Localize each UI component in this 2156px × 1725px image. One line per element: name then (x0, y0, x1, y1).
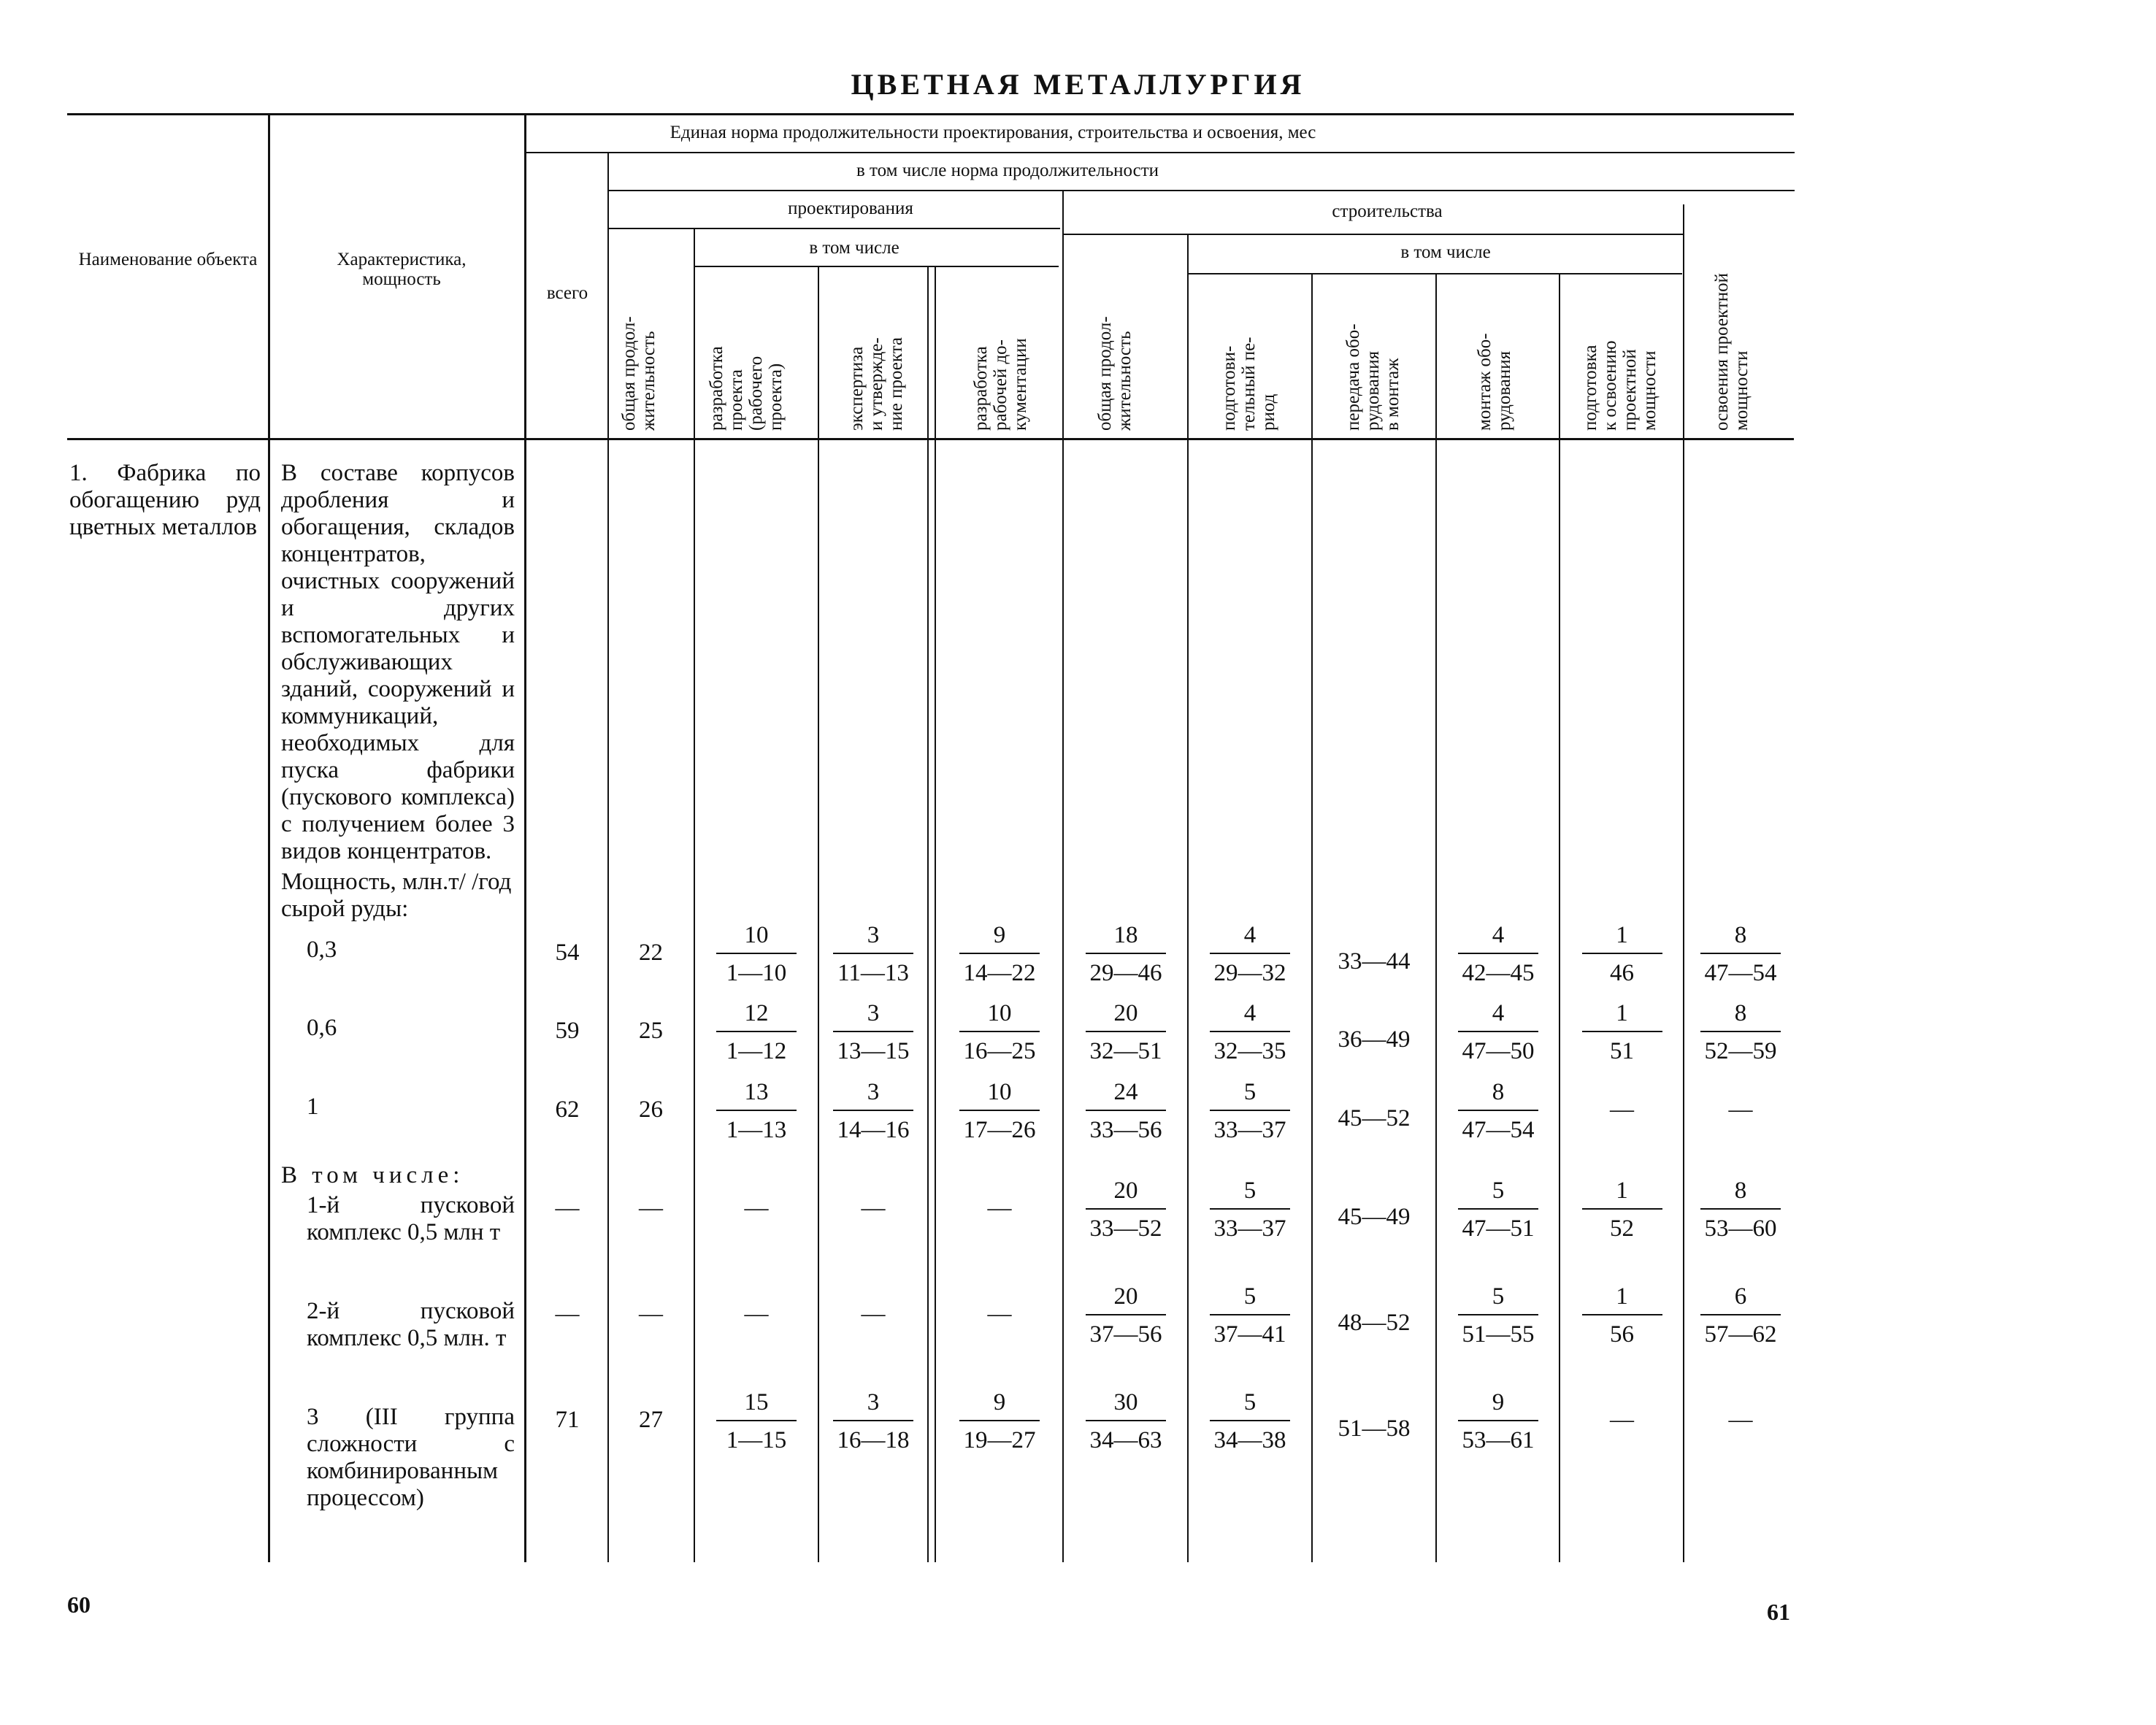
fraction-denominator: 47—50 (1462, 1038, 1535, 1064)
cell-mastery (1687, 1176, 1795, 1243)
header-construction: строительства (1332, 201, 1443, 221)
fraction-numerator: 9 (959, 921, 1040, 954)
cell-expertise (821, 999, 926, 1066)
header-work-docs: разработка рабочей до- кументации (971, 338, 1030, 431)
fraction-numerator: 18 (1086, 921, 1166, 954)
fraction-numerator: 5 (1210, 1282, 1290, 1315)
header-including-norm: в том числе норма продолжительности (856, 161, 1159, 180)
fraction-denominator: 34—63 (1089, 1427, 1162, 1453)
fraction-numerator: 9 (959, 1388, 1040, 1421)
fraction-numerator: 8 (1700, 999, 1781, 1032)
cell-workdocs: — (987, 1301, 1012, 1327)
rule-under-including-norm (607, 190, 1795, 191)
col-divider-6b (935, 266, 936, 1562)
object-description: В составе корпусов дробления и обогащения, складов концентратов, очистных сооружений и других вспомогательных и обслуживающих зданий, сооружений и коммуникаций, необходимых для пуска фабрики (пускового комплекса) с получением более 3 видов концентратов. (281, 460, 515, 864)
cell-transfer: 48—52 (1338, 1310, 1411, 1336)
header-constr-total: общая продол- жительность (1095, 316, 1135, 431)
col-divider-7 (1062, 190, 1064, 1562)
header-characteristic: Характеристика, мощность (337, 250, 467, 289)
cell-project (697, 921, 816, 988)
fraction-numerator: 12 (716, 999, 797, 1032)
row-label: 0,3 (307, 937, 337, 963)
including-label: В том числе: (281, 1162, 464, 1188)
fraction-denominator: 14—16 (837, 1117, 910, 1143)
cell-install (1438, 1077, 1558, 1145)
fraction-numerator: 1 (1582, 999, 1662, 1032)
cell-prep-mastery (1562, 1176, 1681, 1243)
fraction-denominator: 53—60 (1704, 1215, 1777, 1242)
fraction-numerator: 10 (959, 999, 1040, 1032)
header-prep-period: подготови- тельный пе- риод (1219, 337, 1278, 431)
cell-workdocs (938, 1077, 1061, 1145)
cell-prep (1190, 921, 1310, 988)
fraction-numerator: 4 (1458, 999, 1538, 1032)
right-page-number: 61 (1767, 1599, 1790, 1625)
fraction-denominator: 42—45 (1462, 960, 1535, 986)
col-divider-6 (927, 266, 929, 1562)
cell-expertise (821, 1388, 926, 1455)
fraction-denominator: 33—52 (1089, 1215, 1162, 1242)
fraction-numerator: 6 (1700, 1282, 1781, 1315)
fraction-numerator: 5 (1210, 1388, 1290, 1421)
fraction-numerator: 8 (1458, 1077, 1538, 1111)
cell-workdocs: — (987, 1195, 1012, 1221)
header-construction-including: в том числе (1400, 242, 1491, 262)
fraction-denominator: 47—51 (1462, 1215, 1535, 1242)
fraction-denominator: 47—54 (1704, 960, 1777, 986)
row-label: 3 (III группа сложности с комбинированным процессом) (307, 1404, 515, 1511)
cell-mastery (1687, 999, 1795, 1066)
fraction-numerator: 20 (1086, 1176, 1166, 1210)
rule-under-unified-norm (524, 152, 1795, 153)
fraction-numerator: 5 (1458, 1282, 1538, 1315)
cell-prep-mastery: — (1610, 1096, 1634, 1123)
fraction-numerator: 10 (716, 921, 797, 954)
cell-prep (1190, 999, 1310, 1066)
cell-install (1438, 999, 1558, 1066)
cell-install (1438, 1176, 1558, 1243)
cell-prep (1190, 1282, 1310, 1349)
cell-design-total: — (639, 1301, 663, 1327)
fraction-numerator: 10 (959, 1077, 1040, 1111)
table-top-rule (67, 113, 1794, 115)
cell-prep (1190, 1388, 1310, 1455)
fraction-denominator: 16—18 (837, 1427, 910, 1453)
row-label: 1-й пусковой комплекс 0,5 млн т (307, 1192, 515, 1245)
col-divider-1 (268, 113, 270, 1562)
cell-install (1438, 921, 1558, 988)
fraction-denominator: 32—51 (1089, 1038, 1162, 1064)
fraction-denominator: 37—56 (1089, 1321, 1162, 1348)
cell-mastery: — (1728, 1096, 1753, 1123)
fraction-denominator: 53—61 (1462, 1427, 1535, 1453)
fraction-numerator: 9 (1458, 1388, 1538, 1421)
cell-workdocs (938, 999, 1061, 1066)
cell-project: — (744, 1301, 769, 1327)
capacity-label: Мощность, млн.т/ /год сырой руды: (281, 869, 512, 922)
cell-total: — (555, 1301, 580, 1327)
header-design: проектирования (788, 199, 913, 218)
fraction-numerator: 1 (1582, 1282, 1662, 1315)
cell-mastery: — (1728, 1407, 1753, 1433)
fraction-denominator: 32—35 (1213, 1038, 1286, 1064)
fraction-numerator: 4 (1458, 921, 1538, 954)
cell-transfer: 36—49 (1338, 1026, 1411, 1053)
col-divider-3 (607, 152, 609, 1562)
row-label: 1 (307, 1094, 319, 1120)
cell-constr-total (1066, 1176, 1186, 1243)
fraction-numerator: 3 (833, 999, 913, 1032)
rule-under-design (607, 228, 1060, 229)
cell-prep-mastery (1562, 921, 1681, 988)
fraction-denominator: 52 (1610, 1215, 1634, 1242)
fraction-denominator: 51 (1610, 1038, 1634, 1064)
cell-design-total: 26 (639, 1096, 663, 1123)
fraction-denominator: 33—37 (1213, 1215, 1286, 1242)
col-divider-12 (1683, 204, 1684, 1562)
fraction-numerator: 1 (1582, 1176, 1662, 1210)
cell-expertise: — (861, 1195, 886, 1221)
fraction-denominator: 1—15 (726, 1427, 787, 1453)
fraction-denominator: 14—22 (963, 960, 1036, 986)
row-label: 0,6 (307, 1015, 337, 1041)
cell-constr-total (1066, 1077, 1186, 1145)
fraction-denominator: 51—55 (1462, 1321, 1535, 1348)
page-title: ЦВЕТНАЯ МЕТАЛЛУРГИЯ (851, 68, 1305, 101)
fraction-numerator: 8 (1700, 1176, 1781, 1210)
header-unified-norm: Единая норма продолжительности проектирования, строительства и освоения, мес (670, 123, 1316, 142)
cell-prep-mastery (1562, 999, 1681, 1066)
row-label: 2-й пусковой комплекс 0,5 млн. т (307, 1298, 515, 1351)
cell-design-total: — (639, 1195, 663, 1221)
fraction-denominator: 37—41 (1213, 1321, 1286, 1348)
fraction-denominator: 17—26 (963, 1117, 1036, 1143)
cell-transfer: 45—49 (1338, 1204, 1411, 1230)
header-mastery: освоения проектной мощности (1712, 272, 1752, 431)
col-divider-4 (694, 228, 695, 1562)
fraction-denominator: 11—13 (837, 960, 909, 986)
col-divider-8 (1187, 234, 1189, 1562)
header-expertise: экспертиза и утвержде- ние проекта (847, 337, 906, 431)
fraction-denominator: 47—54 (1462, 1117, 1535, 1143)
cell-prep (1190, 1077, 1310, 1145)
cell-total: 54 (555, 940, 580, 966)
cell-total: 71 (555, 1407, 580, 1433)
header-bottom-rule (67, 438, 1794, 440)
cell-project (697, 1388, 816, 1455)
fraction-denominator: 29—46 (1089, 960, 1162, 986)
header-total: всего (546, 283, 588, 303)
cell-design-total: 25 (639, 1018, 663, 1044)
cell-design-total: 27 (639, 1407, 663, 1433)
header-design-total: общая продол- жительность (619, 316, 659, 431)
fraction-numerator: 8 (1700, 921, 1781, 954)
cell-project: — (744, 1195, 769, 1221)
fraction-denominator: 46 (1610, 960, 1634, 986)
fraction-numerator: 3 (833, 921, 913, 954)
col-divider-9 (1311, 273, 1313, 1562)
fraction-denominator: 33—56 (1089, 1117, 1162, 1143)
cell-design-total: 22 (639, 940, 663, 966)
fraction-denominator: 33—37 (1213, 1117, 1286, 1143)
cell-constr-total (1066, 999, 1186, 1066)
cell-install (1438, 1388, 1558, 1455)
fraction-denominator: 57—62 (1704, 1321, 1777, 1348)
fraction-numerator: 13 (716, 1077, 797, 1111)
col-divider-2 (524, 113, 526, 1562)
object-name: 1. Фабрика по обогащению руд цветных металлов (69, 460, 261, 540)
cell-constr-total (1066, 1388, 1186, 1455)
cell-workdocs (938, 921, 1061, 988)
header-equip-install: монтаж обо- рудования (1475, 333, 1514, 431)
cell-prep (1190, 1176, 1310, 1243)
cell-mastery (1687, 921, 1795, 988)
cell-prep-mastery (1562, 1282, 1681, 1349)
fraction-numerator: 3 (833, 1077, 913, 1111)
header-design-including: в том числе (809, 238, 899, 258)
fraction-numerator: 4 (1210, 999, 1290, 1032)
cell-expertise (821, 921, 926, 988)
cell-transfer: 33—44 (1338, 948, 1411, 975)
header-equip-transfer: передача обо- рудования в монтаж (1343, 323, 1403, 431)
fraction-denominator: 56 (1610, 1321, 1634, 1348)
cell-total: 59 (555, 1018, 580, 1044)
header-prep-mastery: подготовка к освоению проектной мощности (1581, 340, 1660, 431)
rule-under-construction (1062, 234, 1683, 235)
fraction-numerator: 1 (1582, 921, 1662, 954)
fraction-numerator: 24 (1086, 1077, 1166, 1111)
cell-expertise: — (861, 1301, 886, 1327)
fraction-denominator: 1—13 (726, 1117, 787, 1143)
col-divider-11 (1559, 273, 1560, 1562)
header-project-dev: разработка проекта (рабочего проекта) (707, 346, 786, 431)
col-divider-5 (818, 266, 819, 1562)
cell-total: 62 (555, 1096, 580, 1123)
col-divider-10 (1435, 273, 1437, 1562)
cell-mastery (1687, 1282, 1795, 1349)
fraction-denominator: 52—59 (1704, 1038, 1777, 1064)
cell-project (697, 999, 816, 1066)
fraction-denominator: 19—27 (963, 1427, 1036, 1453)
fraction-denominator: 34—38 (1213, 1427, 1286, 1453)
cell-transfer: 45—52 (1338, 1105, 1411, 1132)
fraction-numerator: 30 (1086, 1388, 1166, 1421)
fraction-numerator: 4 (1210, 921, 1290, 954)
fraction-numerator: 15 (716, 1388, 797, 1421)
cell-prep-mastery: — (1610, 1407, 1634, 1433)
fraction-denominator: 13—15 (837, 1038, 910, 1064)
fraction-denominator: 29—32 (1213, 960, 1286, 986)
fraction-numerator: 20 (1086, 999, 1166, 1032)
cell-expertise (821, 1077, 926, 1145)
cell-install (1438, 1282, 1558, 1349)
cell-constr-total (1066, 921, 1186, 988)
fraction-numerator: 5 (1210, 1176, 1290, 1210)
cell-project (697, 1077, 816, 1145)
left-page-number: 60 (67, 1591, 91, 1618)
fraction-denominator: 1—12 (726, 1038, 787, 1064)
rule-under-design-including (694, 266, 1059, 267)
fraction-numerator: 3 (833, 1388, 913, 1421)
fraction-denominator: 1—10 (726, 960, 787, 986)
cell-constr-total (1066, 1282, 1186, 1349)
header-object-name: Наименование объекта (78, 250, 258, 269)
cell-transfer: 51—58 (1338, 1415, 1411, 1442)
fraction-numerator: 5 (1458, 1176, 1538, 1210)
fraction-numerator: 20 (1086, 1282, 1166, 1315)
fraction-denominator: 16—25 (963, 1038, 1036, 1064)
cell-workdocs (938, 1388, 1061, 1455)
fraction-numerator: 5 (1210, 1077, 1290, 1111)
cell-total: — (555, 1195, 580, 1221)
